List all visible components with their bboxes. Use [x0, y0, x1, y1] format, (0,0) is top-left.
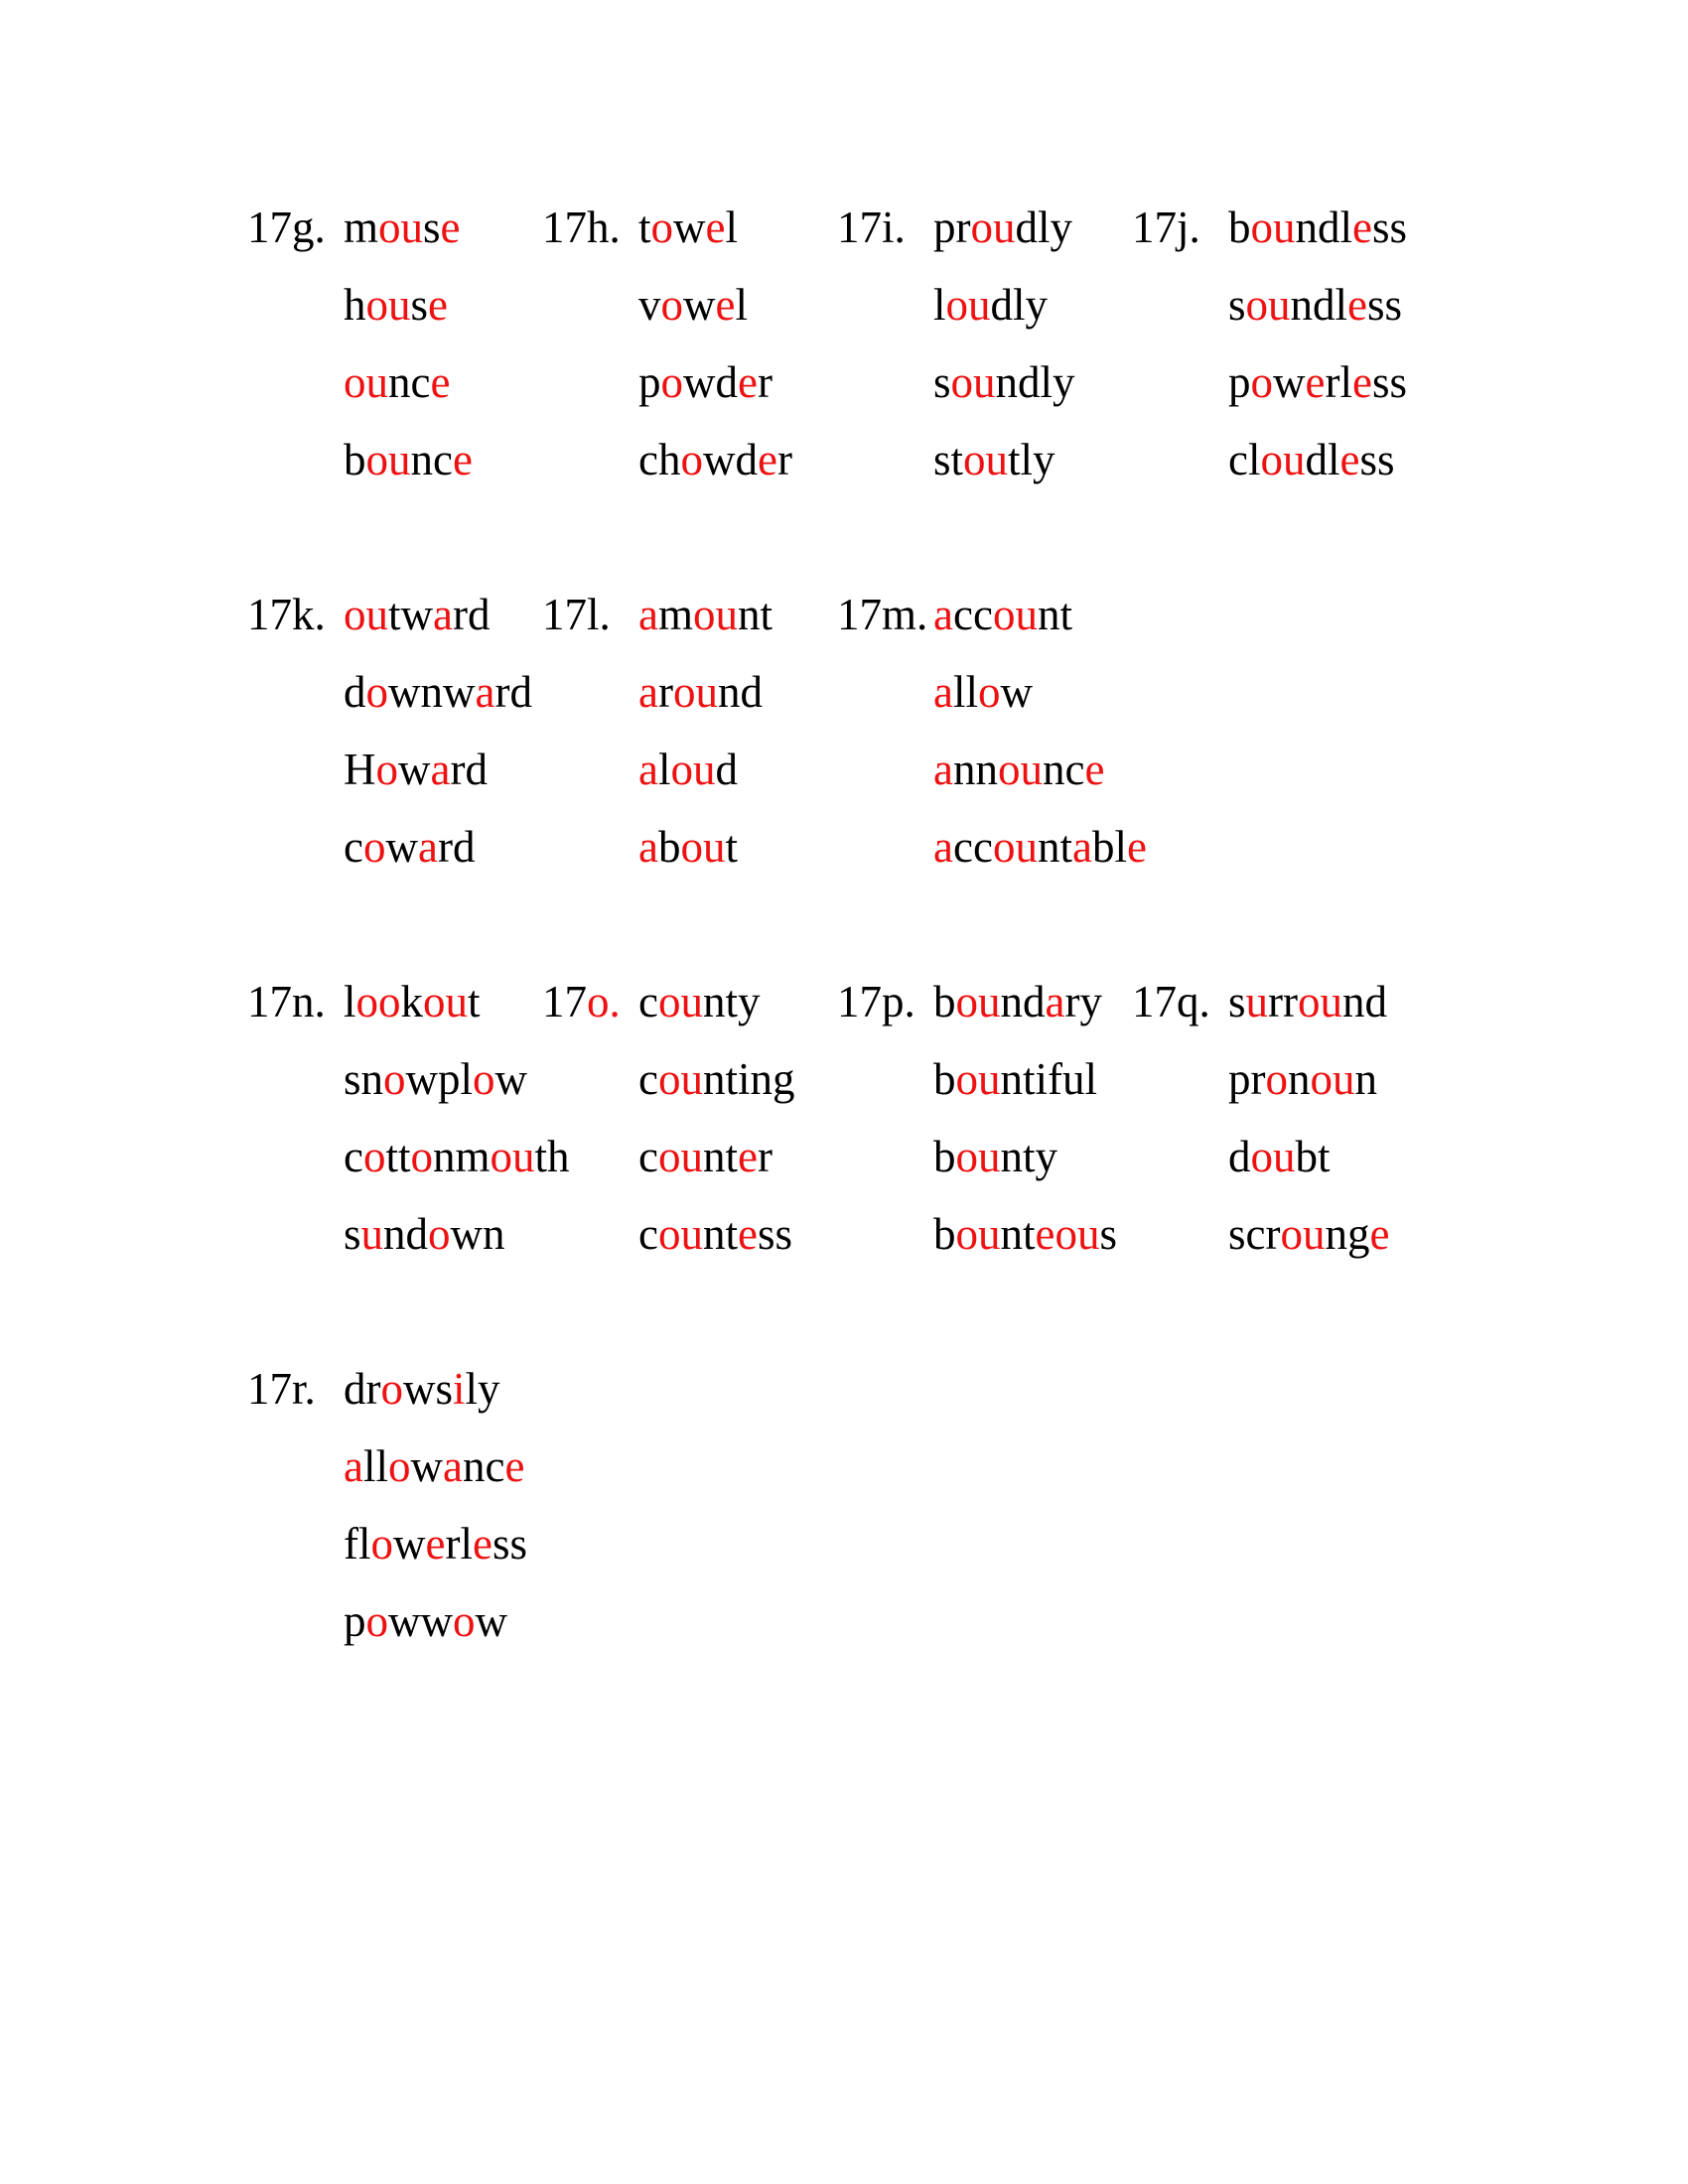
word: countess	[638, 1209, 793, 1259]
word-list	[344, 576, 532, 886]
word: outward	[344, 590, 491, 639]
word: bounce	[344, 435, 473, 484]
group-label: 17o.	[542, 977, 621, 1026]
word-list	[638, 963, 795, 1273]
word-group-17q	[1132, 963, 1389, 1273]
word-list	[344, 1350, 527, 1660]
group-label: 17n.	[247, 977, 326, 1026]
group-label: 17g.	[247, 203, 326, 252]
word: pronoun	[1228, 1054, 1377, 1104]
word: stoutly	[933, 435, 1055, 484]
word: towel	[638, 203, 739, 252]
word: scrounge	[1228, 1209, 1390, 1259]
word: counter	[638, 1132, 773, 1181]
word: downward	[344, 667, 532, 717]
word: allow	[933, 667, 1033, 717]
word-group-17o	[542, 963, 795, 1273]
word: snowplow	[344, 1054, 528, 1104]
word: house	[344, 280, 448, 330]
word: drowsily	[344, 1364, 500, 1414]
word: doubt	[1228, 1132, 1331, 1181]
word: around	[638, 667, 763, 717]
word: flowerless	[344, 1519, 527, 1569]
word: allowance	[344, 1441, 525, 1491]
word: bounty	[933, 1132, 1058, 1181]
word: lookout	[344, 977, 481, 1026]
group-label: 17p.	[837, 977, 915, 1026]
word-list	[933, 576, 1147, 886]
word: amount	[638, 590, 774, 639]
word: mouse	[344, 203, 461, 252]
word: sundown	[344, 1209, 505, 1259]
word: vowel	[638, 280, 748, 330]
word-group-17i	[837, 189, 1075, 498]
word: account	[933, 590, 1072, 639]
group-label: 17i.	[837, 203, 906, 252]
word: about	[638, 822, 738, 872]
word: loudly	[933, 280, 1049, 330]
word-list	[1228, 963, 1389, 1273]
group-label: 17j.	[1132, 203, 1200, 252]
group-label: 17r.	[247, 1364, 316, 1414]
word: county	[638, 977, 761, 1026]
group-label: 17m.	[837, 590, 928, 639]
word: soundly	[933, 357, 1075, 407]
group-label: 17q.	[1132, 977, 1210, 1026]
word-group-17p	[837, 963, 1117, 1273]
word: powwow	[344, 1596, 507, 1646]
word: bountiful	[933, 1054, 1097, 1104]
group-label: 17h.	[542, 203, 621, 252]
word: soundless	[1228, 280, 1403, 330]
word-list	[933, 963, 1117, 1273]
word: Howard	[344, 745, 488, 794]
word: bounteous	[933, 1209, 1118, 1259]
word: accountable	[933, 822, 1147, 872]
word-group-17g	[247, 189, 473, 498]
word-group-17l	[542, 576, 773, 886]
word-group-17j	[1132, 189, 1407, 498]
word: coward	[344, 822, 476, 872]
word-group-17n	[247, 963, 570, 1273]
word: boundless	[1228, 203, 1408, 252]
word-group-17k	[247, 576, 532, 886]
word: surround	[1228, 977, 1387, 1026]
word-group-17h	[542, 189, 792, 498]
word: powder	[638, 357, 773, 407]
word: boundary	[933, 977, 1102, 1026]
group-label: 17l.	[542, 590, 611, 639]
word-list	[638, 189, 792, 498]
word: cloudless	[1228, 435, 1395, 484]
word: powerless	[1228, 357, 1407, 407]
word: proudly	[933, 203, 1073, 252]
word: chowder	[638, 435, 792, 484]
group-label: 17k.	[247, 590, 326, 639]
word: cottonmouth	[344, 1132, 570, 1181]
word: counting	[638, 1054, 795, 1104]
word-group-17m	[837, 576, 1147, 886]
word-group-17r	[247, 1350, 527, 1660]
word-list	[638, 576, 773, 886]
word: announce	[933, 745, 1105, 794]
word-list	[933, 189, 1075, 498]
word-list	[344, 189, 473, 498]
word: ounce	[344, 357, 451, 407]
word-list	[344, 963, 570, 1273]
word-list	[1228, 189, 1407, 498]
word: aloud	[638, 745, 738, 794]
